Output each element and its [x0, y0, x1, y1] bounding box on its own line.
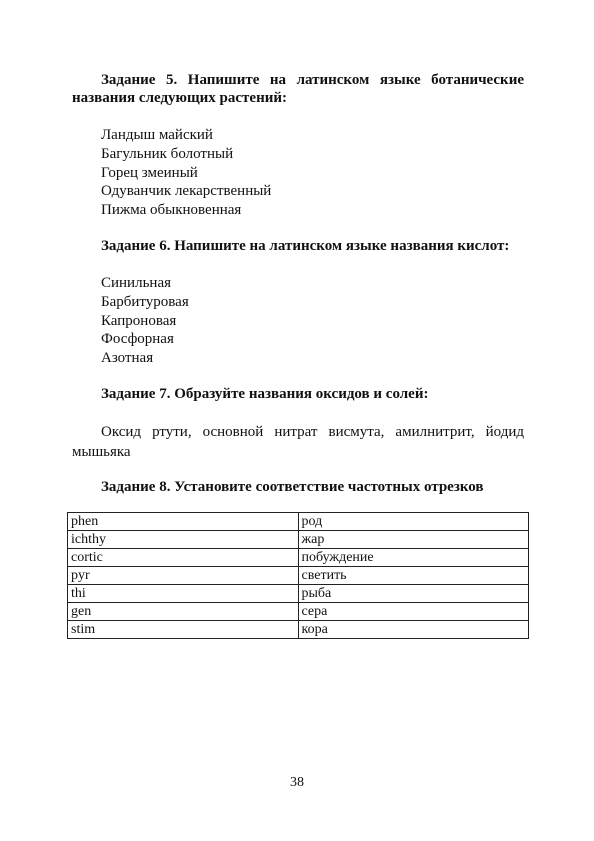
table-cell-meaning: рыба: [298, 585, 529, 603]
list-item: Барбитуровая: [101, 293, 189, 310]
list-item: Одуванчик лекарственный: [101, 183, 272, 200]
table-row: [68, 621, 529, 639]
task8-heading: Задание 8. Установите соответствие частотных отрезков: [101, 479, 484, 495]
task6-heading: Задание 6. Напишите на латинском языке названия кислот:: [101, 238, 510, 254]
list-item: Пижма обыкновенная: [101, 202, 242, 219]
task6-list: [101, 274, 189, 368]
task7-text: Оксид ртути, основной нитрат висмута, амилнитрит, йодид мышьяка: [72, 424, 524, 460]
list-item: Фосфорная: [101, 331, 174, 348]
table-cell-fragment: phen: [68, 513, 299, 531]
table-cell-meaning: светить: [298, 567, 529, 585]
table-cell-fragment: pyr: [68, 567, 299, 585]
table-cell-meaning: жар: [298, 531, 529, 549]
task5-list: [101, 126, 271, 220]
table-row: [68, 531, 529, 549]
table-cell-fragment: stim: [68, 621, 299, 639]
table-cell-fragment: ichthy: [68, 531, 299, 549]
list-item: Синильная: [101, 275, 171, 291]
list-item: Азотная: [101, 350, 154, 367]
table-cell-meaning: сера: [298, 603, 529, 621]
list-item: Капроновая: [101, 312, 177, 329]
matching-table: [67, 512, 529, 639]
list-item: Горец змеиный: [101, 164, 198, 181]
list-item: Багульник болотный: [101, 145, 234, 162]
table-row: [68, 603, 529, 621]
page-number: 38: [290, 775, 304, 790]
list-item: Ландыш майский: [101, 127, 213, 143]
task5-heading: Задание 5. Напишите на латинском языке ботанические названия следующих растений:: [72, 72, 524, 106]
table-row: [68, 549, 529, 567]
table-cell-fragment: cortic: [68, 549, 299, 567]
table-cell-meaning: побуждение: [298, 549, 529, 567]
task7-heading: Задание 7. Образуйте названия оксидов и солей:: [101, 386, 429, 402]
table-row: [68, 567, 529, 585]
table-cell-fragment: thi: [68, 585, 299, 603]
table-row: [68, 513, 529, 531]
table-cell-meaning: кора: [298, 621, 529, 639]
table-row: [68, 585, 529, 603]
table-cell-meaning: род: [298, 513, 529, 531]
table-cell-fragment: gen: [68, 603, 299, 621]
